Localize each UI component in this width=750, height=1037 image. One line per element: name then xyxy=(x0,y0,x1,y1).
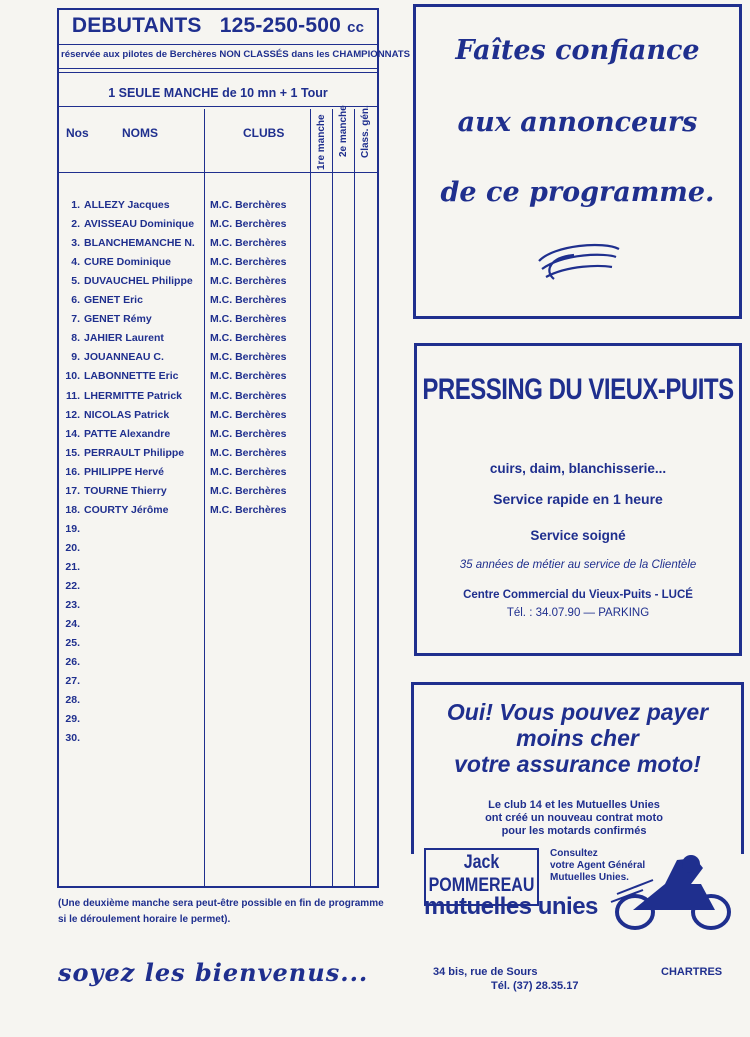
row-number: 20. xyxy=(65,541,80,554)
row-number: 25. xyxy=(65,637,80,650)
row-number: 2. xyxy=(71,218,80,231)
pressing-services: cuirs, daim, blanchisserie... xyxy=(489,461,667,476)
table-row xyxy=(59,637,377,656)
row-name: PHILIPPE Hervé xyxy=(84,465,164,478)
title-classes: 125-250-500 xyxy=(219,14,342,37)
row-number: 24. xyxy=(65,618,80,631)
row-name: BLANCHEMANCHE N. xyxy=(84,237,195,250)
confiance-line-2: aux annonceurs xyxy=(457,107,698,138)
assurance-head-1: Oui! Vous pouvez payer xyxy=(446,699,709,725)
assurance-city: CHARTRES xyxy=(661,966,723,978)
row-number: 30. xyxy=(65,732,80,745)
row-number: 5. xyxy=(71,275,80,288)
row-number: 26. xyxy=(65,656,80,669)
pressing-soigne: Service soigné xyxy=(530,528,626,543)
table-row xyxy=(59,504,377,523)
row-number: 27. xyxy=(65,675,80,688)
row-number: 15. xyxy=(65,446,80,459)
ad-pressing xyxy=(414,343,742,656)
ad-assurance xyxy=(411,682,744,854)
pressing-phone: Tél. : 34.07.90 — PARKING xyxy=(506,607,650,619)
row-name: PERRAULT Philippe xyxy=(84,446,185,459)
table-row xyxy=(59,485,377,504)
row-number: 19. xyxy=(65,522,80,535)
row-club: M.C. Berchères xyxy=(210,218,287,231)
table-row xyxy=(59,390,377,409)
assurance-body-1: Le club 14 et les Mutuelles Unies xyxy=(488,799,660,811)
title-cc: cc xyxy=(347,19,365,36)
row-club: M.C. Berchères xyxy=(210,237,287,250)
assurance-address: 34 bis, rue de Sours xyxy=(433,966,538,978)
row-club: M.C. Berchères xyxy=(210,484,287,497)
title-debutants: DEBUTANTS xyxy=(71,14,202,37)
table-row xyxy=(59,199,377,218)
row-club: M.C. Berchères xyxy=(210,427,287,440)
row-name: JOUANNEAU C. xyxy=(84,351,164,364)
table-row xyxy=(59,294,377,313)
table-row xyxy=(59,599,377,618)
pressing-title: PRESSING DU VIEUX-PUITS xyxy=(422,372,734,407)
row-number: 4. xyxy=(71,256,80,269)
row-number: 23. xyxy=(65,599,80,612)
assurance-head-2: moins cher xyxy=(516,725,639,751)
table-row xyxy=(59,466,377,485)
table-row xyxy=(59,218,377,237)
row-number: 16. xyxy=(65,465,80,478)
row-club: M.C. Berchères xyxy=(210,370,287,383)
note-text: (Une deuxième manche sera peut-être possible en fin de programme si le déroulement horaire le permet). xyxy=(58,898,384,925)
table-row xyxy=(59,447,377,466)
col-manche1-header: 1re manche xyxy=(316,114,327,170)
row-club: M.C. Berchères xyxy=(210,389,287,402)
table-row xyxy=(59,428,377,447)
row-number: 9. xyxy=(71,351,80,364)
assurance-body-2: ont créé un nouveau contrat moto xyxy=(485,812,663,824)
row-name: TOURNE Thierry xyxy=(84,484,167,497)
row-number: 18. xyxy=(65,503,80,516)
agent-first-name: Jack xyxy=(463,852,500,873)
row-number: 1. xyxy=(71,199,80,211)
table-row xyxy=(59,370,377,389)
table-row xyxy=(59,542,377,561)
row-name: NICOLAS Patrick xyxy=(84,408,170,421)
row-name: ALLEZY Jacques xyxy=(84,199,170,211)
row-club: M.C. Berchères xyxy=(210,275,287,288)
row-club: M.C. Berchères xyxy=(210,256,287,269)
row-number: 28. xyxy=(65,694,80,707)
col-manche2-header: 2e manche xyxy=(338,105,349,157)
row-name: PATTE Alexandre xyxy=(84,427,171,440)
col-class-header: Class. gén. xyxy=(360,105,371,158)
row-club: M.C. Berchères xyxy=(210,446,287,459)
table-row xyxy=(59,561,377,580)
table-row xyxy=(59,275,377,294)
assurance-body-3: pour les motards confirmés xyxy=(501,825,647,837)
row-number: 21. xyxy=(65,560,80,573)
consult-line-3: Mutuelles Unies. xyxy=(550,872,629,883)
row-club: M.C. Berchères xyxy=(210,199,287,211)
row-number: 3. xyxy=(71,237,80,250)
table-row xyxy=(59,732,377,751)
manche-label: 1 SEULE MANCHE de 10 mn + 1 Tour xyxy=(108,86,328,100)
ad-confiance xyxy=(413,4,742,319)
table-row xyxy=(59,313,377,332)
row-name: COURTY Jérôme xyxy=(84,503,169,516)
row-name: AVISSEAU Dominique xyxy=(84,218,195,231)
col-noms-header: NOMS xyxy=(122,126,158,140)
col-num-header: Nos xyxy=(66,126,89,140)
table-row xyxy=(59,256,377,275)
table-title xyxy=(59,14,377,38)
table-row xyxy=(59,656,377,675)
row-name: GENET Rémy xyxy=(84,313,152,326)
table-subtitle: réservée aux pilotes de Berchères NON CLASSÉS dans les CHAMPIONNATS xyxy=(61,49,411,60)
row-club: M.C. Berchères xyxy=(210,503,287,516)
row-number: 12. xyxy=(65,408,80,421)
row-name: CURE Dominique xyxy=(84,256,171,269)
assurance-head-3: votre assurance moto! xyxy=(454,751,701,777)
row-club: M.C. Berchères xyxy=(210,313,287,326)
row-club: M.C. Berchères xyxy=(210,465,287,478)
assurance-phone: Tél. (37) 28.35.17 xyxy=(491,980,579,992)
table-row xyxy=(59,713,377,732)
row-club: M.C. Berchères xyxy=(210,408,287,421)
results-table xyxy=(57,8,411,888)
row-number: 8. xyxy=(71,332,80,345)
row-name: DUVAUCHEL Philippe xyxy=(84,275,193,288)
swirl-flourish-icon xyxy=(534,235,624,285)
row-number: 7. xyxy=(71,313,80,326)
row-name: LABONNETTE Eric xyxy=(84,370,179,383)
row-number: 14. xyxy=(65,427,80,440)
table-row xyxy=(59,694,377,713)
row-club: M.C. Berchères xyxy=(210,332,287,345)
row-number: 17. xyxy=(65,484,80,497)
table-row xyxy=(59,237,377,256)
row-name: GENET Eric xyxy=(84,294,143,307)
table-row xyxy=(59,618,377,637)
pressing-address: Centre Commercial du Vieux-Puits - LUCÉ xyxy=(463,589,693,601)
row-name: JAHIER Laurent xyxy=(84,332,164,345)
pressing-rapide: Service rapide en 1 heure xyxy=(493,491,663,507)
col-clubs-header: CLUBS xyxy=(243,126,285,140)
row-name: LHERMITTE Patrick xyxy=(84,389,183,402)
table-row xyxy=(59,580,377,599)
row-number: 11. xyxy=(65,389,80,402)
consult-line-2: votre Agent Général xyxy=(550,860,646,871)
table-row xyxy=(59,332,377,351)
row-club: M.C. Berchères xyxy=(210,294,287,307)
confiance-line-1: Faîtes confiance xyxy=(455,35,700,66)
consult-line-1: Consultez xyxy=(550,848,598,859)
table-row xyxy=(59,523,377,542)
agent-last-name: POMMEREAU xyxy=(428,875,535,896)
confiance-line-3: de ce programme. xyxy=(440,177,715,208)
table-row xyxy=(59,675,377,694)
row-number: 10. xyxy=(65,370,80,383)
table-row xyxy=(59,409,377,428)
motorcycle-rider-icon xyxy=(603,854,743,932)
pressing-annees: 35 années de métier au service de la Clientèle xyxy=(459,559,697,571)
row-number: 6. xyxy=(71,294,80,307)
row-club: M.C. Berchères xyxy=(210,351,287,364)
mutuelles-unies-logo: mutuelles unies xyxy=(424,893,598,920)
row-number: 22. xyxy=(65,580,80,592)
table-row xyxy=(59,351,377,370)
row-number: 29. xyxy=(65,713,80,726)
welcome-text: soyez les bienvenus... xyxy=(58,958,369,987)
